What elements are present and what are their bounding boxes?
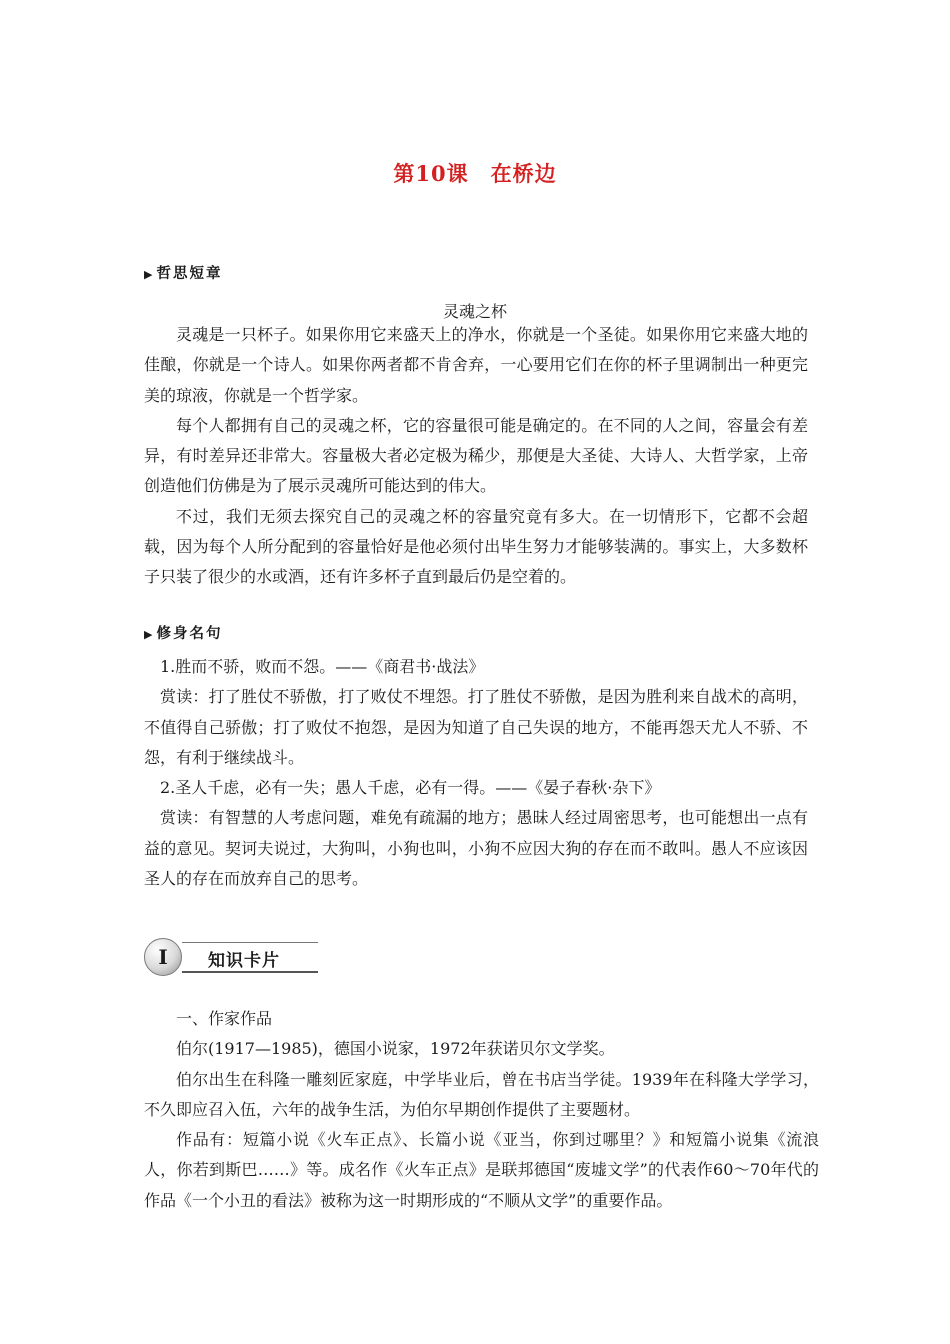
essay-paragraph: 不过，我们无须去探究自己的灵魂之杯的容量究竟有多大。在一切情形下，它都不会超载，因为每个人所分配到的容量恰好是他必须付出毕生努力才能够装满的。事实上，大多数杯子只装了很少的水或酒，还有许多杯子直到最后仍是空着的。 [144, 506, 808, 587]
lesson-number: 第10课 [393, 161, 469, 186]
knowledge-card-body [144, 1004, 819, 1216]
knowledge-card-heading [144, 938, 318, 978]
knowledge-paragraph: 伯尔(1917—1985)，德国小说家，1972年获诺贝尔文学奖。 [176, 1039, 615, 1059]
quotes-list [144, 652, 808, 894]
triangle-marker-icon: ▶ [144, 628, 153, 641]
lesson-name: 在桥边 [490, 161, 557, 186]
knowledge-paragraph: 伯尔出生在科隆一雕刻匠家庭，中学毕业后，曾在书店当学徒。1939年在科隆大学学习，不久即应召入伍，六年的战争生活，为伯尔早期创作提供了主要题材。 [144, 1069, 819, 1119]
knowledge-paragraph: 作品有：短篇小说《火车正点》、长篇小说《亚当，你到过哪里？》和短篇小说集《流浪人，你若到斯巴……》等。成名作《火车正点》是联邦德国“废墟文学”的代表作60～70年代的作品《一个小丑的看法》被称为这一时期形成的“不顺从文学”的重要作品。 [144, 1130, 819, 1210]
essay-title: 灵魂之杯 [442, 302, 507, 321]
section-label: 修身名句 [156, 626, 223, 642]
heading-rule-bottom [182, 971, 318, 973]
quote-line: 2.圣人千虑，必有一失；愚人千虑，必有一得。——《晏子春秋·杂下》 [160, 778, 661, 798]
essay-paragraph: 每个人都拥有自己的灵魂之杯，它的容量很可能是确定的。在不同的人之间，容量会有差异，有时差异还非常大。容量极大者必定极为稀少，那便是大圣徒、大诗人、大哲学家，上帝创造他们仿佛是为了展示灵魂所可能达到的伟大。 [144, 415, 808, 496]
page-title [0, 158, 950, 188]
section-heading-philosophy [144, 262, 222, 283]
triangle-marker-icon: ▶ [144, 268, 153, 281]
knowledge-card-label: 知识卡片 [208, 951, 280, 971]
quote-comment: 赏读：有智慧的人考虑问题，难免有疏漏的地方；愚昧人经过周密思考，也可能想出一点有益的意见。契诃夫说过，大狗叫，小狗也叫，小狗不应因大狗的存在而不敢叫。愚人不应该因圣人的存在而放弃自己的思考。 [144, 808, 808, 889]
section-heading-quotes [144, 622, 222, 643]
section-label: 哲思短章 [156, 266, 223, 282]
knowledge-paragraph: 一、作家作品 [176, 1009, 273, 1028]
roman-numeral-badge: I [144, 938, 182, 976]
essay-paragraph: 灵魂是一只杯子。如果你用它来盛天上的净水，你就是一个圣徒。如果你用它来盛大地的佳酿，你就是一个诗人。如果你两者都不肯舍弃，一心要用它们在你的杯子里调制出一种更完美的琼液，你就是一个哲学家。 [144, 325, 808, 405]
quote-comment: 赏读：打了胜仗不骄傲，打了败仗不埋怨。打了胜仗不骄傲，是因为胜利来自战术的高明，不值得自己骄傲；打了败仗不抱怨，是因为知道了自己失误的地方，不能再怨天尤人不骄、不怨，有利于继续战斗。 [144, 687, 808, 767]
essay-body [144, 320, 808, 593]
heading-rule-top [182, 942, 318, 943]
quote-line: 1.胜而不骄，败而不怨。——《商君书·战法》 [160, 657, 485, 676]
